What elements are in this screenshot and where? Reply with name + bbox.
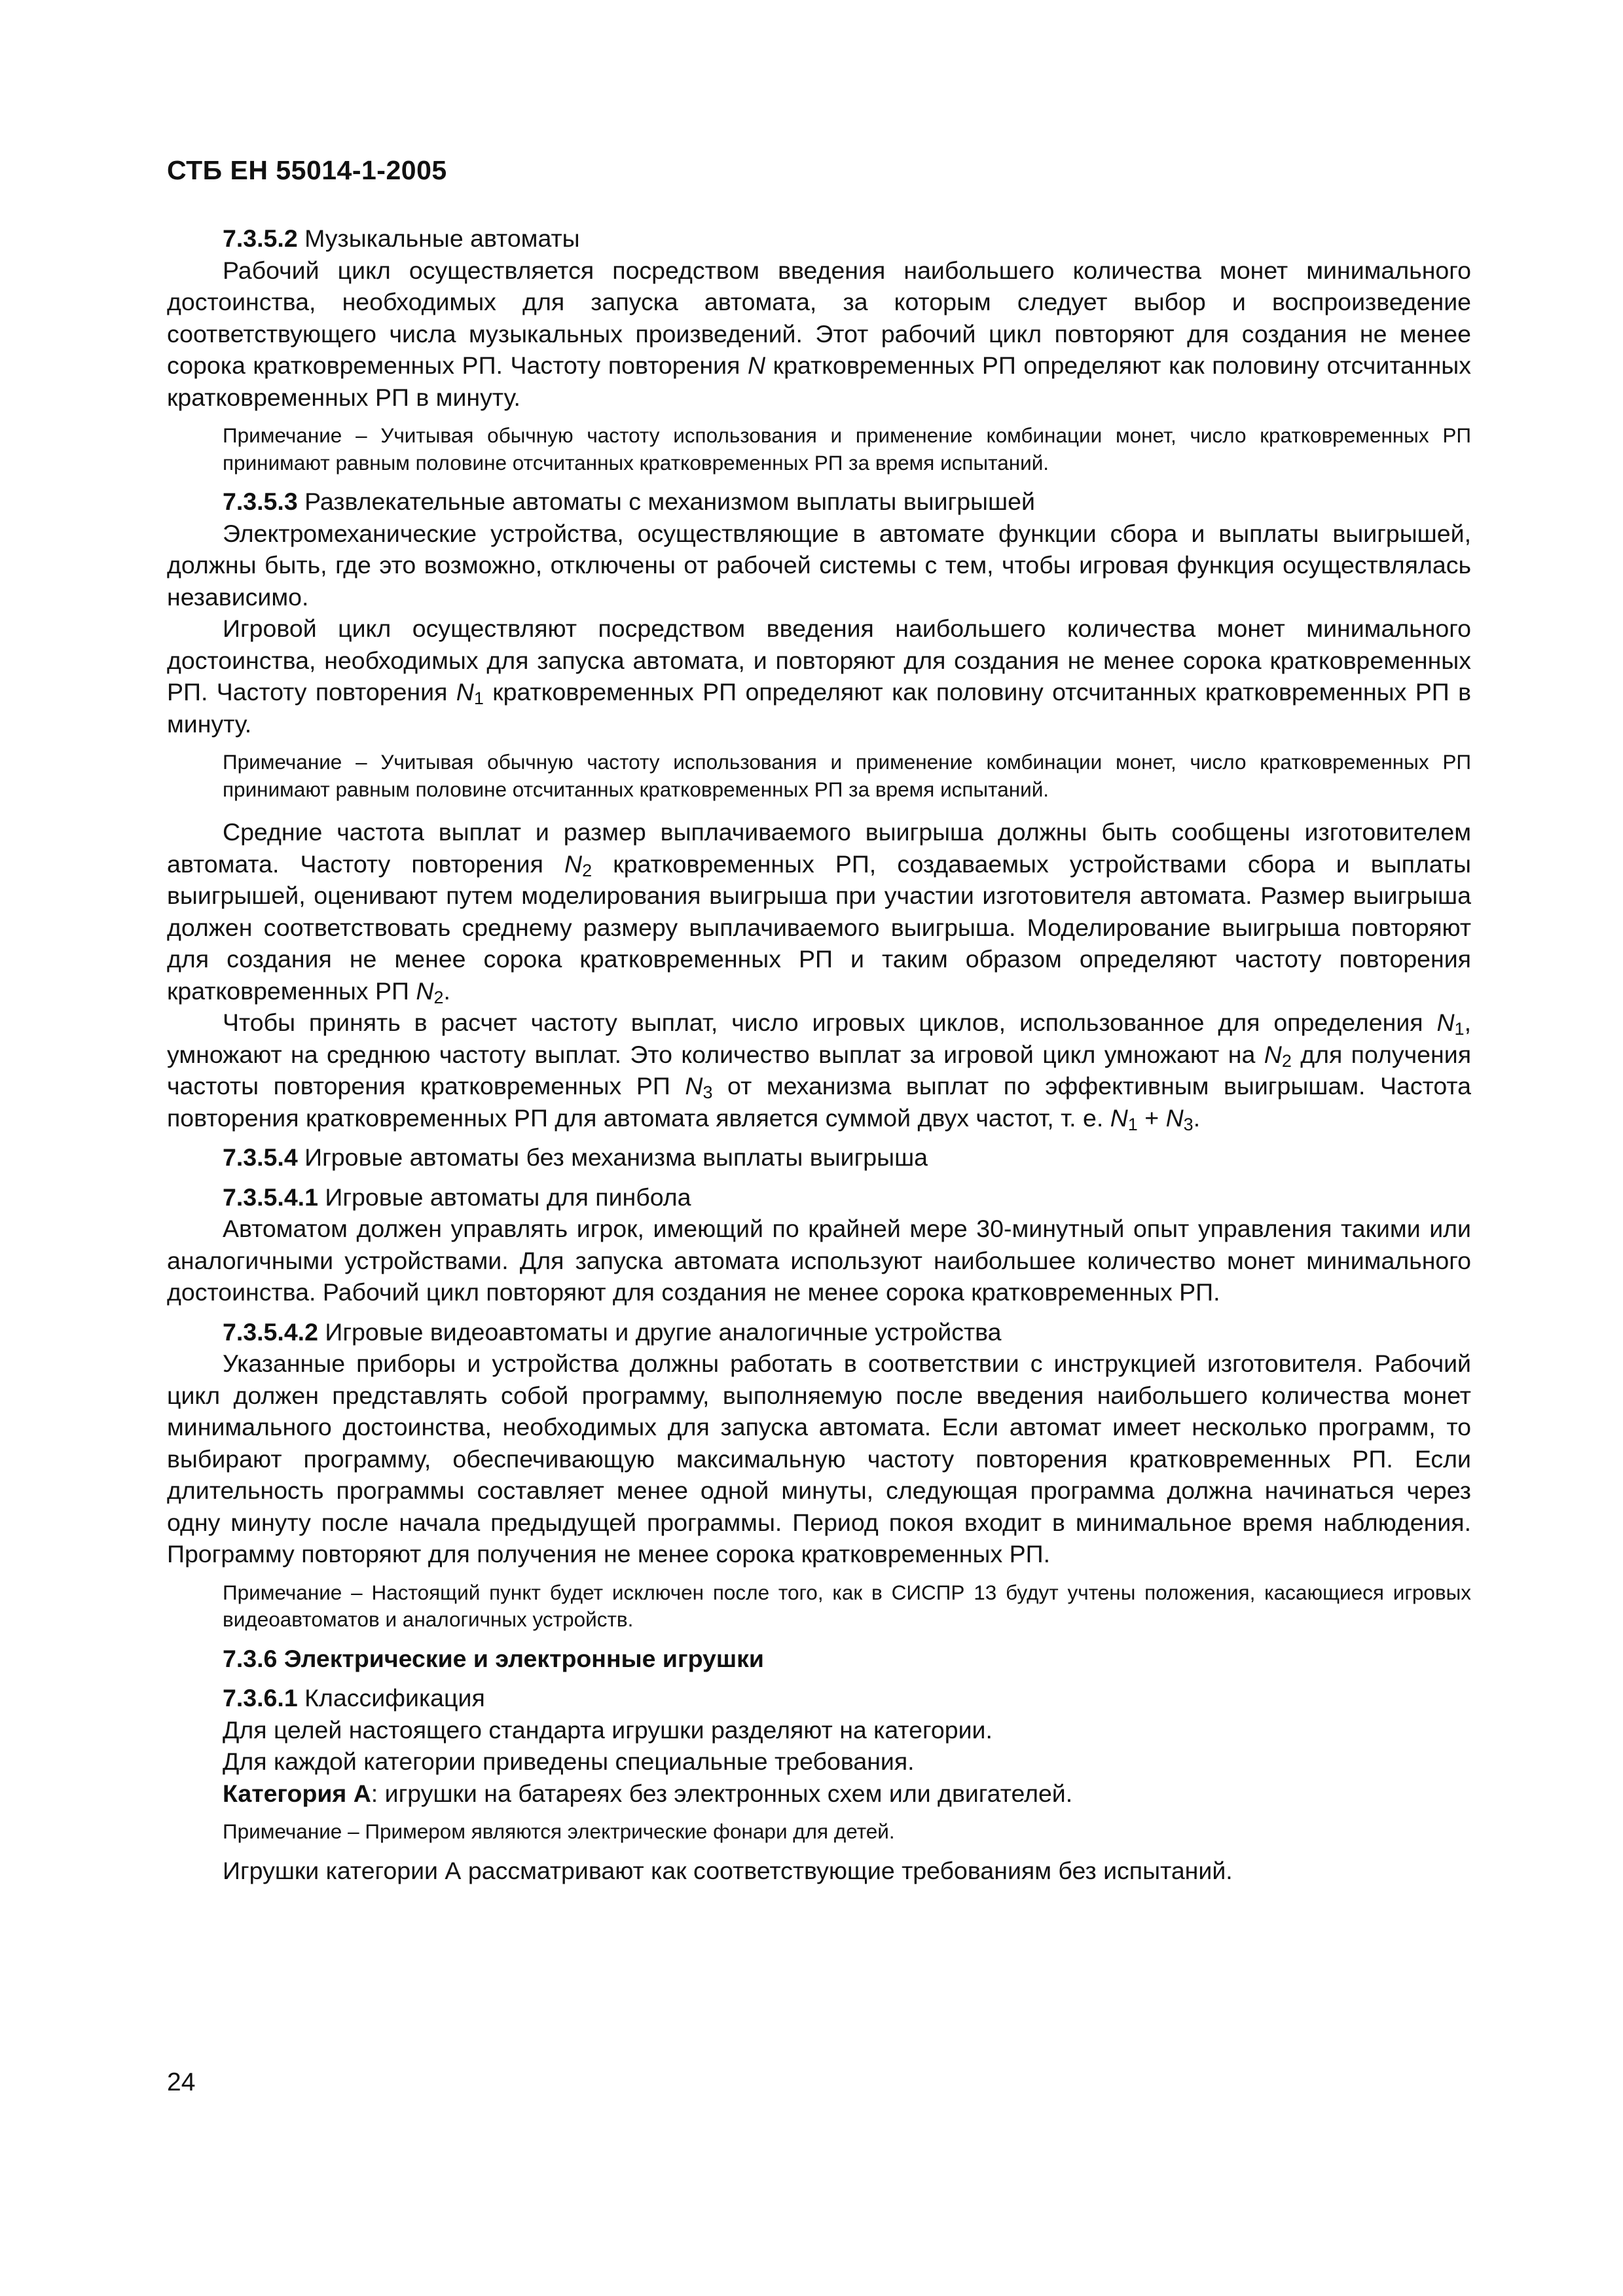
paragraph: Автоматом должен управлять игрок, имеющий по крайней мере 30-минутный опыт управления такими или аналогичными устройствами. Для запуска автомата используют наибольшее количество монет минимального достоинства. Рабочий цикл повторяют для создания не менее сорока кратковременных РП.	[167, 1215, 1471, 1306]
paragraph-text: для получения частоты повторения кратковременных РП	[167, 1040, 1471, 1100]
section-number: 7.3.6.1	[223, 1684, 298, 1712]
section-7-3-6-1-heading	[167, 1682, 1471, 1714]
paragraph	[167, 1007, 1471, 1134]
paragraph: Для каждой категории приведены специальные требования.	[223, 1748, 915, 1775]
page-number: 24	[167, 2068, 196, 2096]
paragraph-text: Игровой цикл осуществляют посредством введения наибольшего количества монет минимального достоинства, необходимых для запуска автомата, и повторяют для создания не менее сорока кратковременных РП. Частоту повторения	[167, 615, 1471, 706]
section-number: 7.3.5.4	[223, 1143, 298, 1171]
note: Примечание – Настоящий пункт будет исключен после того, как в СИСПР 13 будут учтены положения, касающиеся игровых видеоавтоматов и аналогичных устройств.	[223, 1580, 1471, 1631]
section-7-3-5-2-heading	[167, 223, 1471, 255]
section-7-3-5-3-heading	[167, 486, 1471, 518]
section-title: Музыкальные автоматы	[304, 224, 580, 252]
variable: N	[564, 850, 583, 878]
section-title: Игровые автоматы для пинбола	[325, 1183, 691, 1211]
paragraph-text: кратковременных РП определяют как половину отсчитанных кратковременных РП в минуту.	[167, 351, 1472, 411]
section-title: Классификация	[304, 1684, 485, 1712]
paragraph: Игрушки категории А рассматривают как соответствующие требованиям без испытаний.	[223, 1856, 1233, 1884]
paragraph	[167, 816, 1471, 1007]
paragraph-text: кратковременных РП определяют как половину отсчитанных кратковременных РП в минуту.	[167, 678, 1471, 738]
section-number: 7.3.5.3	[223, 488, 298, 515]
section-number: 7.3.5.4.1	[223, 1183, 318, 1211]
subscript: 3	[1183, 1114, 1194, 1134]
variable: N	[456, 678, 474, 706]
subscript: 1	[1454, 1018, 1465, 1039]
paragraph	[167, 255, 1471, 414]
paragraph	[167, 1778, 1471, 1810]
section-7-3-5-4-2-heading	[167, 1316, 1471, 1348]
subscript: 2	[433, 987, 444, 1007]
variable: N	[1165, 1103, 1184, 1132]
category-label: Категория А	[223, 1779, 371, 1807]
plus-sign: +	[1137, 1103, 1166, 1132]
subscript: 2	[1281, 1050, 1292, 1071]
subscript: 1	[1127, 1114, 1138, 1134]
paragraph	[167, 613, 1471, 740]
variable: N	[416, 977, 434, 1005]
variable: N	[1264, 1040, 1282, 1068]
paragraph-text: Чтобы принять в расчет частоту выплат, число игровых циклов, использованное для определения	[223, 1009, 1437, 1036]
paragraph-text: Средние частота выплат и размер выплачиваемого выигрыша должны быть сообщены изготовителем автомата. Частоту повторения	[167, 818, 1471, 878]
subscript: 3	[702, 1082, 713, 1102]
subscript: 1	[473, 688, 484, 708]
section-heading: 7.3.6 Электрические и электронные игрушки	[223, 1644, 764, 1672]
paragraph: Электромеханические устройства, осуществляющие в автомате функции сбора и выплаты выигрышей, должны быть, где это возможно, отключены от рабочей системы с тем, чтобы игровая функция осуществлялась независимо.	[167, 519, 1471, 611]
section-title: Игровые автоматы без механизма выплаты выигрыша	[304, 1143, 928, 1171]
note: Примечание – Примером являются электрические фонари для детей.	[223, 1820, 895, 1843]
paragraph-text: .	[443, 977, 450, 1005]
document-header: СТБ ЕН 55014-1-2005	[167, 155, 447, 185]
subscript: 2	[582, 860, 593, 880]
paragraph: Для целей настоящего стандарта игрушки разделяют на категории.	[223, 1715, 993, 1744]
paragraph-text: кратковременных РП, создаваемых устройствами сбора и выплаты выигрышей, оценивают путем моделирования выигрыша при участии изготовителя автомата. Размер выигрыша должен соответствовать среднему размеру выплачиваемого выигрыша. Моделирование выигрыша повторяют для создания не менее сорока кратковременных РП и таким образом определяют частоту повторения кратковременных РП	[167, 850, 1472, 1005]
paragraph-text: , умножают на среднюю частоту выплат. Это количество выплат за игровой цикл умножают на	[167, 1009, 1471, 1068]
document-body	[167, 223, 1471, 1886]
paragraph-text: .	[1193, 1103, 1201, 1132]
variable: N	[748, 351, 766, 379]
section-7-3-5-4-heading	[167, 1141, 1471, 1174]
note: Примечание – Учитывая обычную частоту использования и применение комбинации монет, число кратковременных РП принимают равным половине отсчитанных кратковременных РП за время испытаний.	[223, 750, 1471, 801]
variable: N	[1436, 1009, 1455, 1036]
paragraph-text: от механизма выплат по эффективным выигрышам. Частота повторения кратковременных РП для автомата является суммой двух частот, т. е.	[167, 1072, 1471, 1132]
variable: N	[685, 1072, 703, 1100]
paragraph-text: Рабочий цикл осуществляется посредством введения наибольшего количества монет минимального достоинства, необходимых для запуска автомата, за которым следует выбор и воспроизведение соответствующего числа музыкальных произведений. Этот рабочий цикл повторяют для создания не менее сорока кратковременных РП. Частоту повторения	[167, 256, 1471, 379]
paragraph-text: : игрушки на батареях без электронных схем или двигателей.	[371, 1779, 1073, 1807]
section-number: 7.3.5.2	[223, 224, 298, 252]
section-7-3-5-4-1-heading	[167, 1181, 1471, 1213]
section-title: Игровые видеоавтоматы и другие аналогичные устройства	[325, 1318, 1002, 1346]
note: Примечание – Учитывая обычную частоту использования и применение комбинации монет, число кратковременных РП принимают равным половине отсчитанных кратковременных РП за время испытаний.	[223, 423, 1471, 475]
section-7-3-6-heading	[167, 1643, 1471, 1675]
paragraph: Указанные приборы и устройства должны работать в соответствии с инструкцией изготовителя. Рабочий цикл должен представлять собой программу, выполняемую после введения наибольшего количества монет минимального достоинства, необходимых для запуска автомата. Если автомат имеет несколько программ, то выбирают программу, обеспечивающую максимальную частоту повторения кратковременных РП. Если длительность программы составляет менее одной минуты, следующая программа должна начинаться через одну минуту после начала предыдущей программы. Период покоя входит в минимальное время наблюдения. Программу повторяют для получения не менее сорока кратковременных РП.	[167, 1350, 1471, 1568]
section-number: 7.3.5.4.2	[223, 1318, 318, 1346]
variable: N	[1110, 1103, 1128, 1132]
section-title: Развлекательные автоматы с механизмом выплаты выигрышей	[304, 488, 1035, 515]
